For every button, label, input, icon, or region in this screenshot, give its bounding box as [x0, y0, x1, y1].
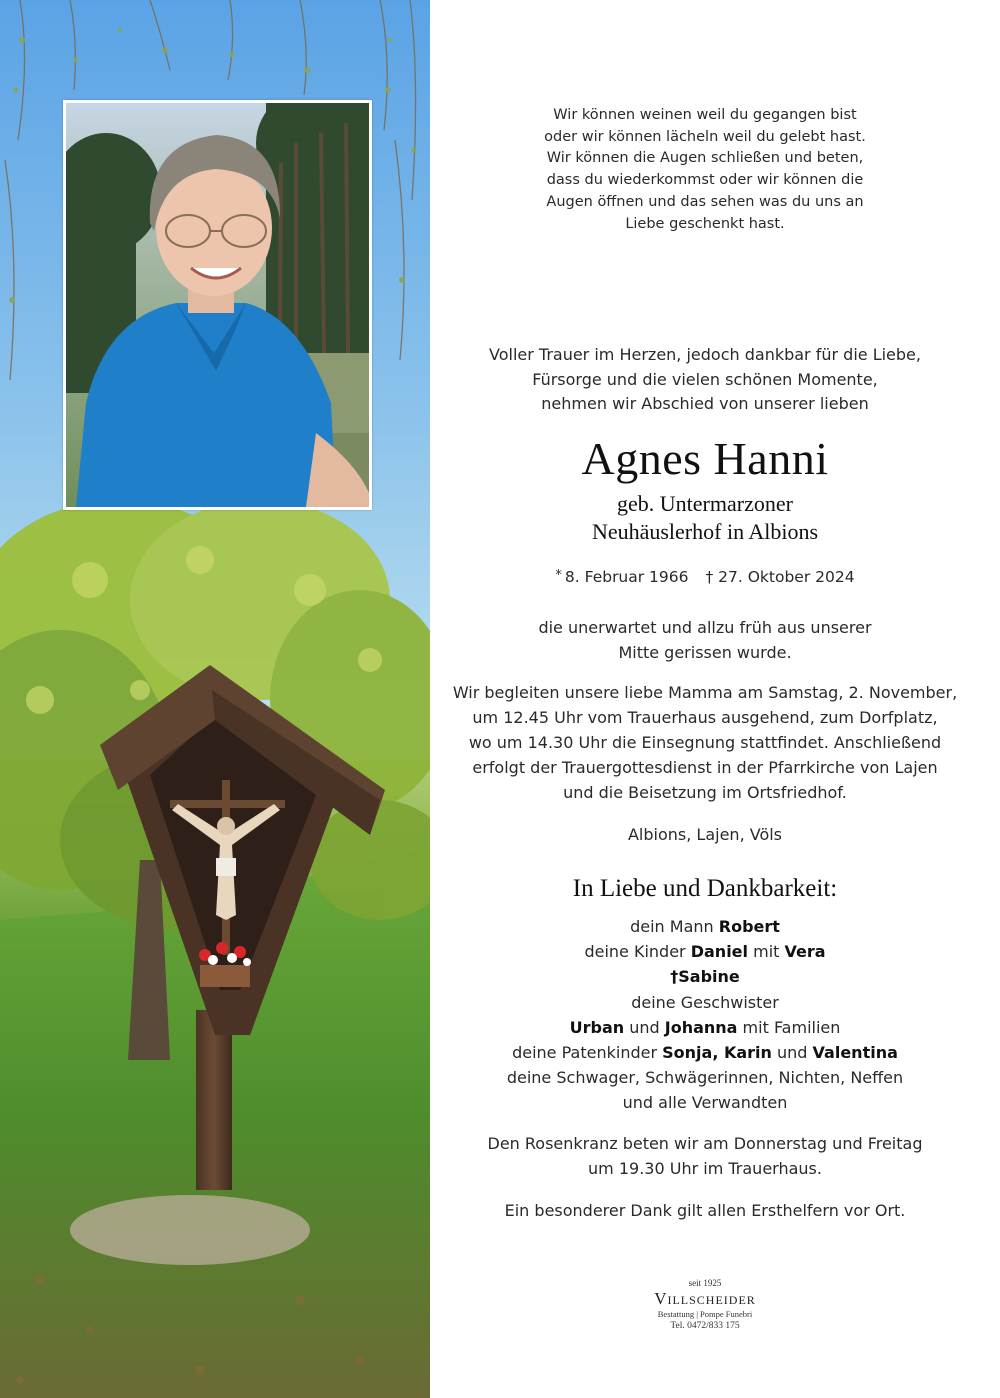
places: Albions, Lajen, Völs	[627, 825, 783, 844]
funeral-line: wo um 14.30 Uhr die Einsegnung stattfindet. Anschließend	[468, 733, 942, 752]
mourner-line: deine Geschwister	[631, 992, 779, 1012]
intro-line: Voller Trauer im Herzen, jedoch dankbar für die Liebe,	[489, 345, 921, 364]
poem-line: Liebe geschenkt hast.	[625, 215, 785, 232]
deceased-name: Agnes Hanni	[581, 433, 829, 484]
funeral-line: um 12.45 Uhr vom Trauerhaus ausgehend, zum Dorfplatz,	[472, 708, 938, 727]
passing-text	[430, 615, 980, 665]
passing-line: Mitte gerissen wurde.	[618, 643, 792, 662]
poem-line: Augen öffnen und das sehen was du uns an	[546, 193, 864, 210]
funeral-line: erfolgt der Trauergottesdienst in der Pfarrkirche von Lajen	[472, 758, 938, 777]
funeral-details	[430, 680, 980, 805]
birth-date: 8. Februar 1966	[564, 568, 689, 586]
intro-line: nehmen wir Abschied von unserer lieben	[541, 394, 869, 413]
special-thanks: Ein besonderer Dank gilt allen Ersthelfern vor Ort.	[504, 1201, 906, 1220]
mourner-line: deine Patenkinder Sonja, Karin und Valentina	[512, 1043, 898, 1063]
logo-since: seit 1925	[688, 1278, 722, 1288]
mourner-line: dein Mann Robert	[630, 917, 780, 936]
poem-line: oder wir können lächeln weil du gelebt hast.	[544, 128, 866, 145]
poem-line: Wir können die Augen schließen und beten,	[546, 150, 864, 167]
death-date: 27. Oktober 2024	[718, 568, 855, 586]
logo-brand: Villscheider	[654, 1289, 756, 1308]
poem-line: dass du wiederkommst oder wir können die	[546, 172, 864, 189]
funeral-home-logo	[635, 1278, 775, 1333]
logo-subtitle: Bestattung | Pompe Funebri	[657, 1309, 753, 1319]
rosary-line: um 19.30 Uhr im Trauerhaus.	[588, 1159, 822, 1178]
mourner-line: †Sabine	[670, 967, 740, 987]
rosary-line: Den Rosenkranz beten wir am Donnerstag und Freitag	[487, 1134, 923, 1153]
mourner-line: Urban und Johanna mit Familien	[569, 1017, 841, 1037]
farm-name: Neuhäuslerhof in Albions	[591, 519, 819, 544]
intro-line: Fürsorge und die vielen schönen Momente,	[532, 369, 878, 389]
mourner-line: deine Kinder Daniel mit Vera	[584, 942, 826, 962]
mourners-list	[430, 914, 980, 1116]
maiden-name: geb. Untermarzoner	[617, 491, 793, 516]
logo-phone: Tel. 0472/833 175	[670, 1321, 740, 1331]
rosary-notice	[430, 1131, 980, 1181]
poem-line: Wir können weinen weil du gegangen bist	[553, 107, 857, 123]
funeral-line: und die Beisetzung im Ortsfriedhof.	[563, 783, 847, 802]
intro-text	[430, 343, 980, 417]
death-cross-icon: †	[705, 568, 714, 586]
mourner-line: deine Schwager, Schwägerinnen, Nichten, Neffen	[506, 1068, 904, 1088]
background-photo-panel	[0, 0, 430, 1398]
obituary-text-column	[430, 0, 1000, 1398]
mourner-line: und alle Verwandten	[622, 1093, 788, 1113]
funeral-line: Wir begleiten unsere liebe Mamma am Samstag, 2. November,	[452, 683, 958, 702]
portrait-photo	[63, 100, 372, 510]
portrait-image	[66, 103, 369, 507]
life-dates	[430, 565, 980, 588]
birth-star-icon: *	[555, 568, 562, 583]
memorial-poem	[430, 105, 980, 235]
thanks-heading: In Liebe und Dankbarkeit:	[572, 875, 838, 902]
passing-line: die unerwartet und allzu früh aus unserer	[538, 618, 872, 637]
